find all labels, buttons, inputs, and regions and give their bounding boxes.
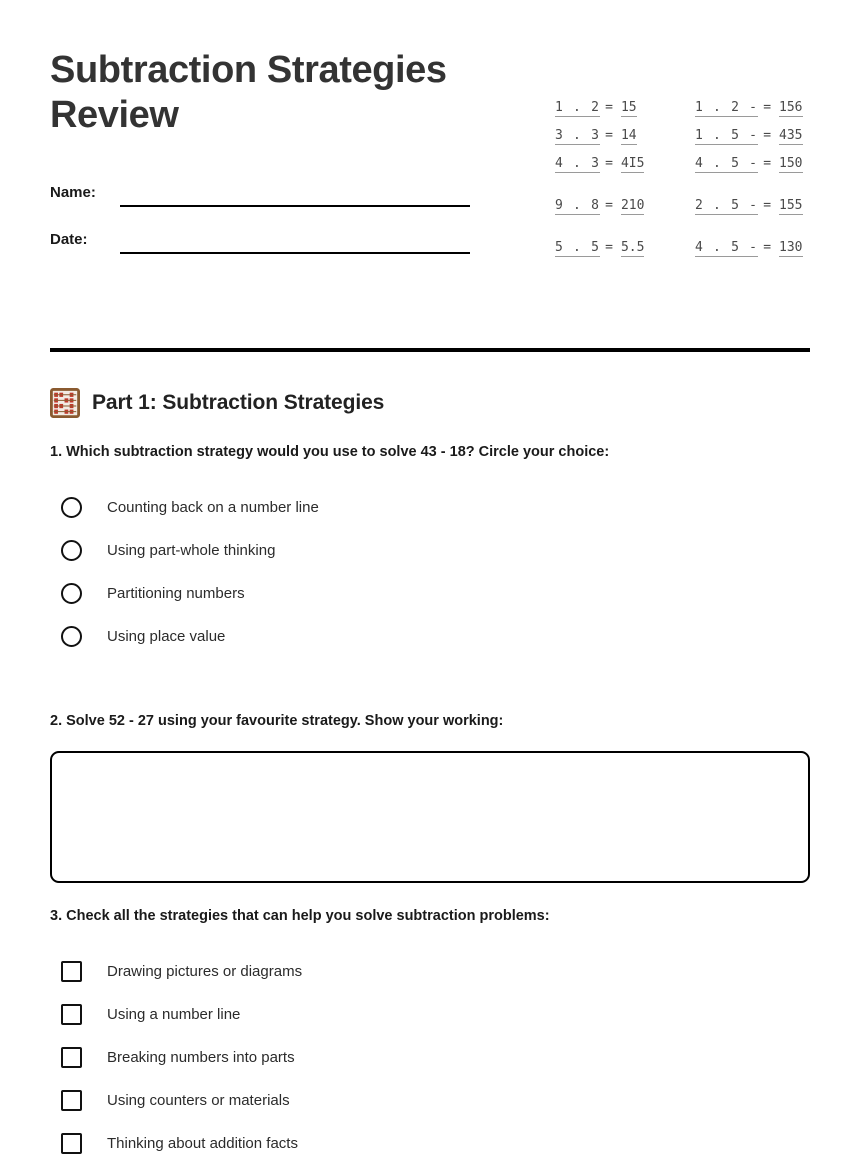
- option-label: Counting back on a number line: [107, 499, 319, 516]
- radio-option-row[interactable]: [50, 615, 810, 658]
- math-deco-row: [555, 128, 855, 156]
- math-deco-result: 210: [620, 198, 645, 213]
- radio-button[interactable]: [61, 497, 82, 518]
- math-deco-operator: =: [605, 240, 613, 255]
- radio-option-row[interactable]: [50, 529, 810, 572]
- checkbox-option-row[interactable]: [50, 1079, 810, 1122]
- checkbox-option-row[interactable]: [50, 1122, 810, 1165]
- math-deco-expression: [695, 198, 825, 215]
- checkbox[interactable]: [61, 1090, 82, 1111]
- checkbox[interactable]: [61, 961, 82, 982]
- option-label: Using counters or materials: [107, 1092, 290, 1109]
- question-1-prompt: 1. Which subtraction strategy would you use to solve 43 - 18? Circle your choice:: [50, 444, 610, 460]
- math-deco-operator: =: [763, 156, 772, 171]
- math-deco-operator: =: [605, 198, 613, 213]
- question-1: [50, 444, 810, 658]
- math-deco-expression: [695, 128, 825, 145]
- option-label: Thinking about addition facts: [107, 1135, 298, 1152]
- checkbox[interactable]: [61, 1047, 82, 1068]
- radio-button[interactable]: [61, 626, 82, 647]
- math-deco-result: 435: [779, 128, 803, 143]
- checkbox-option-row[interactable]: [50, 950, 810, 993]
- math-deco-result: 4I5: [620, 156, 645, 171]
- question-3: [50, 908, 810, 1165]
- option-label: Partitioning numbers: [107, 585, 245, 602]
- math-deco-result: 156: [779, 100, 803, 115]
- math-deco-result: 5.5: [620, 240, 645, 255]
- math-deco-operator: =: [605, 128, 613, 143]
- radio-button[interactable]: [61, 583, 82, 604]
- working-answer-box[interactable]: [50, 751, 810, 883]
- math-deco-result: 15: [620, 100, 637, 115]
- checkbox[interactable]: [61, 1004, 82, 1025]
- math-deco-result: 150: [779, 156, 803, 171]
- question-3-prompt: 3. Check all the strategies that can help you solve subtraction problems:: [50, 908, 550, 924]
- abacus-icon: [50, 388, 80, 418]
- math-deco-expression: [555, 156, 695, 173]
- radio-button[interactable]: [61, 540, 82, 561]
- math-deco-operands: 4 . 3: [555, 156, 601, 171]
- math-deco-operands: 1 . 2: [555, 100, 601, 115]
- date-label: Date:: [50, 231, 88, 248]
- math-deco-expression: [555, 100, 695, 117]
- math-deco-operator: =: [605, 156, 613, 171]
- math-deco-result: 130: [779, 240, 803, 255]
- option-label: Breaking numbers into parts: [107, 1049, 295, 1066]
- part-1-heading: [50, 388, 384, 418]
- section-divider: [50, 348, 810, 352]
- radio-option-row[interactable]: [50, 572, 810, 615]
- name-field-row: [50, 160, 470, 207]
- checkbox-option-row[interactable]: [50, 993, 810, 1036]
- math-deco-expression: [695, 100, 825, 117]
- math-deco-operands: 1 . 2 -: [695, 100, 759, 115]
- name-input-line[interactable]: [120, 205, 470, 207]
- math-deco-operands: 2 . 5 -: [695, 198, 759, 213]
- name-label: Name:: [50, 184, 96, 201]
- math-deco-result: 155: [779, 198, 803, 213]
- radio-option-row[interactable]: [50, 486, 810, 529]
- student-meta-fields: [50, 160, 470, 254]
- checkbox-option-row[interactable]: [50, 1036, 810, 1079]
- math-deco-operator: =: [763, 128, 772, 143]
- math-deco-operator: =: [763, 240, 772, 255]
- math-deco-operands: 4 . 5 -: [695, 240, 759, 255]
- question-2: [50, 713, 810, 883]
- page-title: Subtraction Strategies Review: [50, 49, 447, 136]
- math-deco-operands: 5 . 5: [555, 240, 601, 255]
- math-deco-result: 14: [620, 128, 637, 143]
- question-1-options: [50, 486, 810, 658]
- math-deco-expression: [695, 240, 825, 257]
- option-label: Using a number line: [107, 1006, 241, 1023]
- math-deco-operands: 9 . 8: [555, 198, 601, 213]
- question-2-prompt: 2. Solve 52 - 27 using your favourite strategy. Show your working:: [50, 713, 504, 729]
- date-input-line[interactable]: [120, 252, 470, 254]
- date-field-row: [50, 207, 470, 254]
- math-deco-operands: 3 . 3: [555, 128, 601, 143]
- math-deco-operands: 4 . 5 -: [695, 156, 759, 171]
- math-deco-operands: 1 . 5 -: [695, 128, 759, 143]
- math-deco-row: [555, 240, 855, 268]
- worksheet-header: [50, 0, 810, 290]
- part-1-heading-label: Part 1: Subtraction Strategies: [92, 391, 385, 414]
- math-deco-row: [555, 100, 855, 128]
- question-3-options: [50, 950, 810, 1165]
- math-deco-expression: [555, 198, 695, 215]
- checkbox[interactable]: [61, 1133, 82, 1154]
- math-deco-row: [555, 156, 855, 184]
- math-deco-expression: [555, 240, 695, 257]
- decorative-math-problems: [555, 100, 855, 268]
- option-label: Using place value: [107, 628, 226, 645]
- math-deco-operator: =: [763, 198, 772, 213]
- option-label: Using part-whole thinking: [107, 542, 276, 559]
- option-label: Drawing pictures or diagrams: [107, 963, 303, 980]
- math-deco-expression: [695, 156, 825, 173]
- math-deco-operator: =: [763, 100, 772, 115]
- math-deco-operator: =: [605, 100, 613, 115]
- math-deco-row: [555, 198, 855, 226]
- math-deco-expression: [555, 128, 695, 145]
